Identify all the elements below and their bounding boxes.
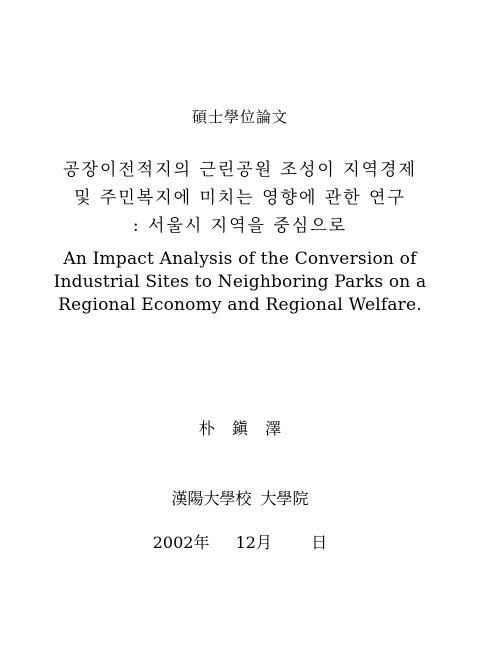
submission-date: 2002年 12月 日	[152, 533, 328, 552]
degree-type: 碩士學位論文	[191, 108, 288, 126]
institution-name: 漢陽大學校 大學院	[171, 489, 309, 508]
author-name: 朴 鎭 澤	[198, 419, 282, 438]
korean-subtitle: : 서울시 지역을 중심으로	[132, 216, 348, 236]
korean-title-line-2: 및 주민복지에 미치는 영향에 관한 연구	[74, 188, 406, 208]
english-title-line-3: Regional Economy and Regional Welfare.	[58, 295, 422, 315]
english-title-line-1: An Impact Analysis of the Conversion of	[63, 249, 417, 269]
korean-title-line-1: 공장이전적지의 근린공원 조성이 지역경제	[63, 160, 417, 180]
english-title-line-2: Industrial Sites to Neighboring Parks on a	[53, 272, 427, 292]
